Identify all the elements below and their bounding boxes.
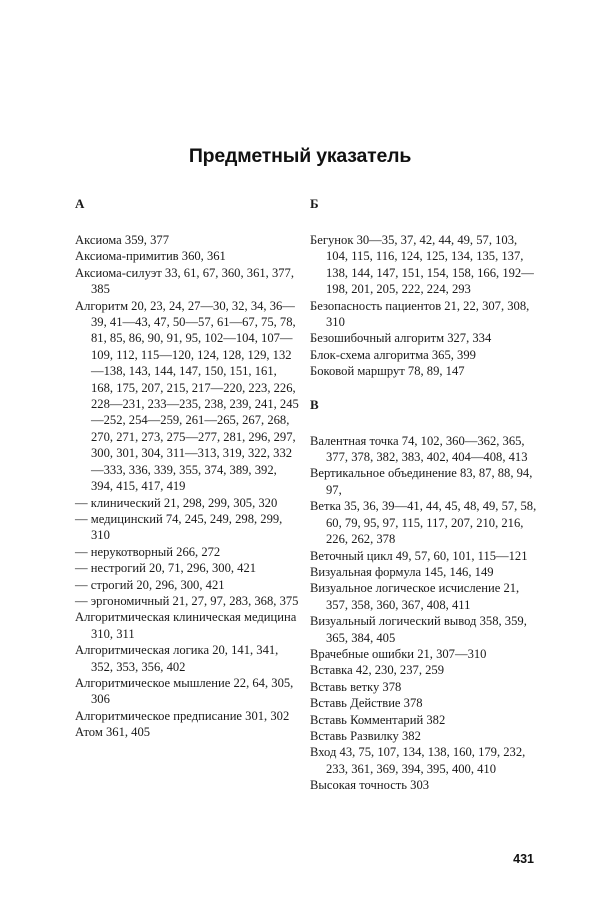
index-entry: Валентная точка 74, 102, 360—362, 365, 377, 378, 382, 383, 402, 404—408, 413 — [310, 433, 528, 465]
index-entry: Аксиома-силуэт 33, 61, 67, 360, 361, 377, 385 — [75, 265, 295, 297]
index-subentry: — эргономичный 21, 27, 97, 283, 368, 375 — [75, 593, 299, 608]
page-number: 431 — [513, 852, 534, 866]
index-entry: Блок-схема алгоритма 365, 399 — [310, 347, 476, 362]
index-entry: Бегунок 30—35, 37, 42, 44, 49, 57, 103, 104, 115, 116, 124, 125, 134, 135, 137, 138, 144, 147, 151, 154, 158, 166, 192—198, 201, 205, 222, 224, 293 — [310, 233, 534, 297]
index-letter-heading: А — [75, 196, 85, 211]
index-entry: Вставь Развилку 382 — [310, 728, 421, 743]
page-title: Предметный указатель — [188, 145, 412, 167]
index-entry: Алгоритм 20, 23, 24, 27—30, 32, 34, 36—39, 41—43, 47, 50—57, 61—67, 75, 78, 81, 85, 86, 90, 91, 95, 102—104, 107—109, 112, 115—120, 124, 128, 129, 132—138, 143, 144, 147, 150, 151, 161, 168, 175, 207, 215, 217—220, 223, 226, 228—231, 233—235, 238, 239, 241, 245—252, 254—259, 261—265, 267, 268, 270, 271, 273, 275—277, 281, 296, 297, 300, 301, 304, 311—313, 319, 322, 332—333, 336, 339, 355, 374, 389, 392, 394, 415, 417, 419 — [75, 298, 299, 494]
index-entry: Вставка 42, 230, 237, 259 — [310, 663, 445, 678]
index-entry: Алгоритмическое мышление 22, 64, 305, 306 — [75, 675, 294, 707]
index-subentry: — клинический 21, 298, 299, 305, 320 — [75, 495, 278, 510]
index-letter-heading: В — [310, 396, 319, 412]
index-entry: Алгоритмическое предписание 301, 302 — [75, 708, 290, 723]
index-entry: Алгоритмическая логика 20, 141, 341, 352, 353, 356, 402 — [75, 643, 279, 674]
index-entry: Безошибочный алгоритм 327, 334 — [310, 331, 492, 346]
index-entry: Вставь Комментарий 382 — [310, 712, 446, 727]
index-entry: Безопасность пациентов 21, 22, 307, 308, 310 — [310, 298, 530, 330]
index-entry: Вход 43, 75, 107, 134, 138, 160, 179, 232, 233, 361, 369, 394, 395, 400, 410 — [310, 745, 526, 776]
index-entry: Врачебные ошибки 21, 307—310 — [310, 646, 487, 661]
index-entry: Вертикальное объединение 83, 87, 88, 94, 97, — [310, 466, 533, 497]
index-column-left — [75, 196, 301, 741]
index-entry: Алгоритмическая клиническая медицина 310, 311 — [75, 610, 297, 641]
index-subentry: — нестрогий 20, 71, 296, 300, 421 — [75, 561, 257, 576]
index-entry: Атом 361, 405 — [75, 725, 151, 740]
index-letter-heading: Б — [310, 196, 319, 211]
index-entry: Веточный цикл 49, 57, 60, 101, 115—121 — [310, 548, 528, 563]
index-entry: Вставь Действие 378 — [310, 696, 423, 711]
index-subentry: — строгий 20, 296, 300, 421 — [75, 577, 225, 592]
index-entry: Визуальная формула 145, 146, 149 — [310, 564, 494, 579]
index-subentry: — нерукотворный 266, 272 — [75, 544, 221, 559]
index-entry: Аксиома 359, 377 — [75, 233, 169, 247]
index-entry: Визуальное логическое исчисление 21, 357, 358, 360, 367, 408, 411 — [310, 581, 520, 612]
index-entry: Высокая точность 303 — [310, 778, 430, 793]
index-entry: Визуальный логический вывод 358, 359, 365, 384, 405 — [310, 614, 527, 645]
index-entry: Боковой маршрут 78, 89, 147 — [310, 364, 465, 379]
index-column-right — [310, 196, 538, 794]
index-entry: Ветка 35, 36, 39—41, 44, 45, 48, 49, 57, 58, 60, 79, 95, 97, 115, 117, 207, 210, 216, 226, 262, 378 — [310, 499, 537, 547]
index-entry: Аксиома-примитив 360, 361 — [75, 249, 226, 264]
index-entry: Вставь ветку 378 — [310, 679, 402, 694]
index-subentry: — медицинский 74, 245, 249, 298, 299, 310 — [75, 511, 283, 543]
